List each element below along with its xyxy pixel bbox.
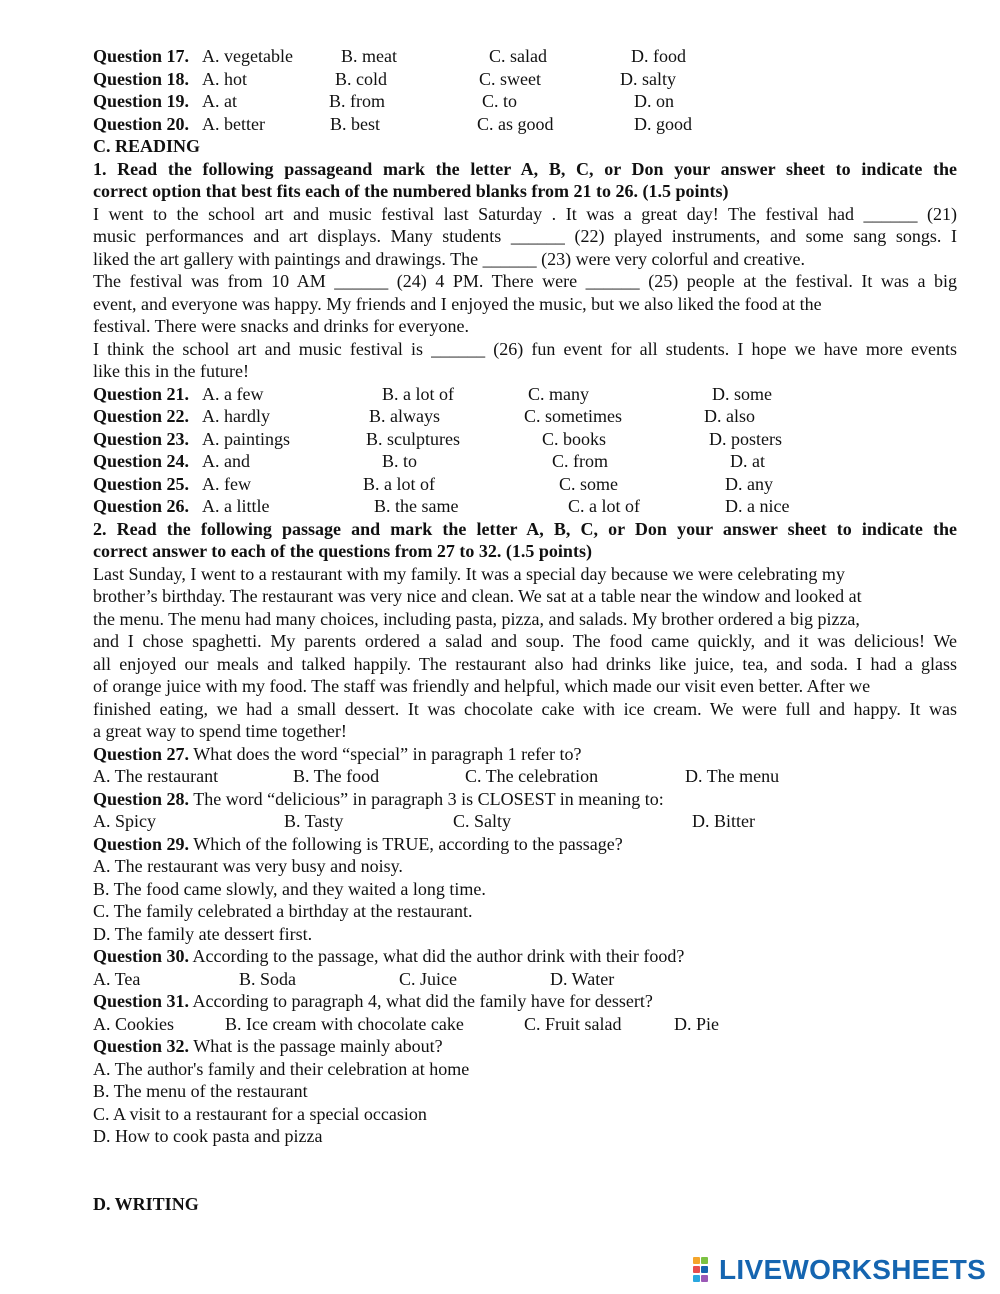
passage-line: event, and everyone was happy. My friends and I enjoyed the music, but we also liked the food at the [93, 293, 822, 314]
option-a[interactable]: A. better [202, 113, 265, 134]
liveworksheets-logo [693, 1253, 988, 1287]
option-d[interactable]: D. The menu [685, 766, 780, 786]
option-b[interactable]: B. a lot of [363, 473, 435, 494]
question-label: Question 25. [93, 473, 190, 494]
question-row [93, 450, 957, 473]
option-a[interactable]: A. a little [202, 496, 270, 516]
question-label: Question 31. [93, 991, 190, 1011]
options-row [93, 968, 957, 991]
passage-line: and I chose spaghetti. My parents ordered a salad and soup. The food came quickly, and it was delicious! We [93, 631, 957, 651]
passage-line: like this in the future! [93, 361, 249, 381]
question-label: Question 21. [93, 383, 190, 404]
question-label: Question 18. [93, 68, 190, 89]
option-a[interactable]: A. The restaurant was very busy and noisy. [93, 856, 403, 876]
option-a[interactable]: A. and [202, 451, 250, 471]
option-d[interactable]: D. Water [550, 968, 615, 989]
option-a[interactable]: A. at [202, 91, 237, 111]
question-stem [93, 945, 957, 968]
question-label: Question 32. [93, 1036, 190, 1056]
option-d[interactable]: D. at [730, 451, 765, 471]
option-c[interactable]: C. salad [489, 46, 547, 66]
option-b[interactable]: B. Tasty [284, 811, 344, 831]
option-c[interactable]: C. some [559, 473, 619, 494]
passage-line: the menu. The menu had many choices, including pasta, pizza, and salads. My brother ordered a big pizza, [93, 608, 860, 629]
option-c[interactable]: C. Fruit salad [524, 1013, 622, 1034]
question-label: Question 20. [93, 113, 190, 134]
options-row [93, 810, 957, 833]
passage-line: Last Sunday, I went to a restaurant with my family. It was a special day because we were celebrating my [93, 563, 845, 584]
question-stem [93, 833, 957, 856]
option-b[interactable]: B. cold [335, 68, 387, 89]
writing-section-title: D. WRITING [93, 1193, 199, 1214]
question-text: The word “delicious” in paragraph 3 is CLOSEST in meaning to: [193, 788, 664, 809]
option-a[interactable]: A. paintings [202, 428, 290, 449]
passage-line: liked the art gallery with paintings and drawings. The ______ (23) were very colorful and creative. [93, 248, 805, 269]
option-c[interactable]: C. Salty [453, 811, 512, 831]
question-stem [93, 990, 957, 1013]
option-d[interactable]: D. some [712, 383, 772, 404]
option-d[interactable]: D. salty [620, 68, 676, 89]
option-b[interactable]: B. Soda [239, 968, 297, 989]
question-row [93, 383, 957, 406]
question-label: Question 28. [93, 788, 190, 809]
question-text: According to the passage, what did the author drink with their food? [192, 946, 685, 966]
option-c[interactable]: C. a lot of [568, 496, 640, 516]
option-c[interactable]: C. as good [477, 113, 554, 134]
option-c[interactable]: C. many [528, 383, 589, 404]
question-label: Question 24. [93, 451, 190, 471]
passage-line: of orange juice with my food. The staff was friendly and helpful, which made our visit even better. After we [93, 676, 871, 696]
reading-part2-instruction [93, 518, 957, 563]
reading-part2-passage [93, 563, 957, 743]
liveworksheets-logo-icon [693, 1257, 717, 1283]
instruction-line: 2. Read the following passage and mark the letter A, B, C, or Don your answer sheet to indicate the [93, 518, 957, 539]
question-row [93, 405, 957, 428]
option-c[interactable]: C. A visit to a restaurant for a special occasion [93, 1103, 427, 1124]
instruction-line: correct answer to each of the questions from 27 to 32. (1.5 points) [93, 541, 592, 561]
question-row [93, 113, 957, 136]
question-label: Question 19. [93, 91, 190, 111]
question-stem [93, 788, 957, 811]
option-a[interactable]: A. Cookies [93, 1013, 174, 1034]
option-b[interactable]: B. meat [341, 46, 397, 66]
question-row [93, 45, 957, 68]
option-b[interactable]: B. Ice cream with chocolate cake [225, 1013, 464, 1034]
option-c[interactable]: C. books [542, 428, 607, 449]
option-a[interactable]: A. vegetable [202, 46, 293, 66]
option-b[interactable]: B. sculptures [366, 428, 460, 449]
reading-section-title: C. READING [93, 136, 201, 156]
question-label: Question 26. [93, 496, 190, 516]
question-row [93, 428, 957, 451]
option-a[interactable]: A. The restaurant [93, 766, 219, 786]
option-c[interactable]: C. The family celebrated a birthday at the restaurant. [93, 901, 473, 921]
question-text: What does the word “special” in paragraph 1 refer to? [193, 743, 582, 764]
question-stem [93, 1035, 957, 1058]
option-d[interactable]: D. food [631, 46, 686, 66]
passage-line: finished eating, we had a small dessert. It was chocolate cake with ice cream. We were full and happy. It was [93, 698, 957, 719]
options-row [93, 765, 957, 788]
option-d[interactable]: D. any [725, 473, 773, 494]
question-label: Question 27. [93, 743, 190, 764]
option-b[interactable]: B. a lot of [382, 383, 454, 404]
option-a[interactable]: A. hardly [202, 406, 270, 426]
question-label: Question 17. [93, 46, 190, 66]
passage-line: all enjoyed our meals and talked happily. The restaurant also had drinks like juice, tea, and soda. I had a glass [93, 653, 957, 674]
option-b[interactable]: B. The menu of the restaurant [93, 1081, 308, 1101]
option-c[interactable]: C. sometimes [524, 406, 622, 426]
question-label: Question 22. [93, 406, 190, 426]
option-c[interactable]: C. Juice [399, 968, 457, 989]
option-b[interactable]: B. to [382, 451, 418, 471]
option-b[interactable]: B. always [369, 406, 440, 426]
question-text: Which of the following is TRUE, according to the passage? [193, 833, 623, 854]
option-c[interactable]: C. to [482, 91, 518, 111]
option-d[interactable]: D. The family ate dessert first. [93, 923, 313, 944]
option-c[interactable]: C. sweet [479, 68, 541, 89]
option-b[interactable]: B. from [329, 91, 385, 111]
option-a[interactable]: A. Spicy [93, 811, 156, 831]
reading-part2-question-list [93, 743, 957, 1148]
passage-line: brother’s birthday. The restaurant was very nice and clean. We sat at a table near the window and looked at [93, 586, 862, 606]
liveworksheets-logo-text: LIVEWORKSHEETS [719, 1254, 987, 1285]
option-d[interactable]: D. good [634, 113, 692, 134]
question-text: What is the passage mainly about? [193, 1036, 443, 1056]
question-stem [93, 743, 957, 766]
option-d[interactable]: D. Pie [674, 1013, 719, 1034]
instruction-line: correct option that best fits each of the numbered blanks from 21 to 26. (1.5 points) [93, 181, 729, 201]
option-d[interactable]: D. also [704, 406, 755, 426]
passage-line: I think the school art and music festival is ______ (26) fun event for all students. I hope we have more events [93, 338, 957, 359]
option-c[interactable]: C. The celebration [465, 766, 599, 786]
option-d[interactable]: D. on [634, 91, 674, 111]
option-d[interactable]: D. How to cook pasta and pizza [93, 1126, 323, 1146]
question-text: According to paragraph 4, what did the family have for dessert? [192, 991, 653, 1011]
options-row [93, 1013, 957, 1036]
question-label: Question 29. [93, 833, 190, 854]
option-a[interactable]: A. few [202, 473, 251, 494]
reading-part1-instruction [93, 158, 957, 203]
passage-line: music performances and art displays. Many students ______ (22) played instruments, and some sang songs. I [93, 226, 957, 246]
question-row [93, 68, 957, 91]
option-d[interactable]: D. Bitter [692, 811, 755, 831]
question-label: Question 23. [93, 428, 190, 449]
option-b[interactable]: B. best [330, 113, 381, 134]
vocab-question-list [93, 45, 957, 135]
option-b[interactable]: B. The food came slowly, and they waited a long time. [93, 878, 486, 899]
option-d[interactable]: D. a nice [725, 496, 790, 516]
reading-part1-question-list [93, 383, 957, 518]
option-a[interactable]: A. a few [202, 383, 264, 404]
option-a[interactable]: A. hot [202, 68, 247, 89]
section-gap [93, 1148, 957, 1193]
worksheet-page [93, 45, 957, 1215]
question-row [93, 90, 957, 113]
question-label: Question 30. [93, 946, 190, 966]
option-b[interactable]: B. the same [374, 496, 459, 516]
question-row [93, 473, 957, 496]
option-d[interactable]: D. posters [709, 428, 782, 449]
passage-line: a great way to spend time together! [93, 721, 347, 741]
passage-line: festival. There were snacks and drinks for everyone. [93, 316, 470, 336]
reading-part1-passage [93, 203, 957, 383]
question-row [93, 495, 957, 518]
option-c[interactable]: C. from [552, 451, 608, 471]
passage-line: The festival was from 10 AM ______ (24) 4 PM. There were ______ (25) people at the festival. It was a big [93, 271, 957, 291]
passage-line: I went to the school art and music festival last Saturday . It was a great day! The festival had ______ (21) [93, 203, 957, 224]
instruction-line: 1. Read the following passageand mark the letter A, B, C, or Don your answer sheet to indicate the [93, 158, 957, 179]
option-a[interactable]: A. Tea [93, 968, 141, 989]
option-b[interactable]: B. The food [293, 766, 380, 786]
option-a[interactable]: A. The author's family and their celebration at home [93, 1058, 470, 1079]
